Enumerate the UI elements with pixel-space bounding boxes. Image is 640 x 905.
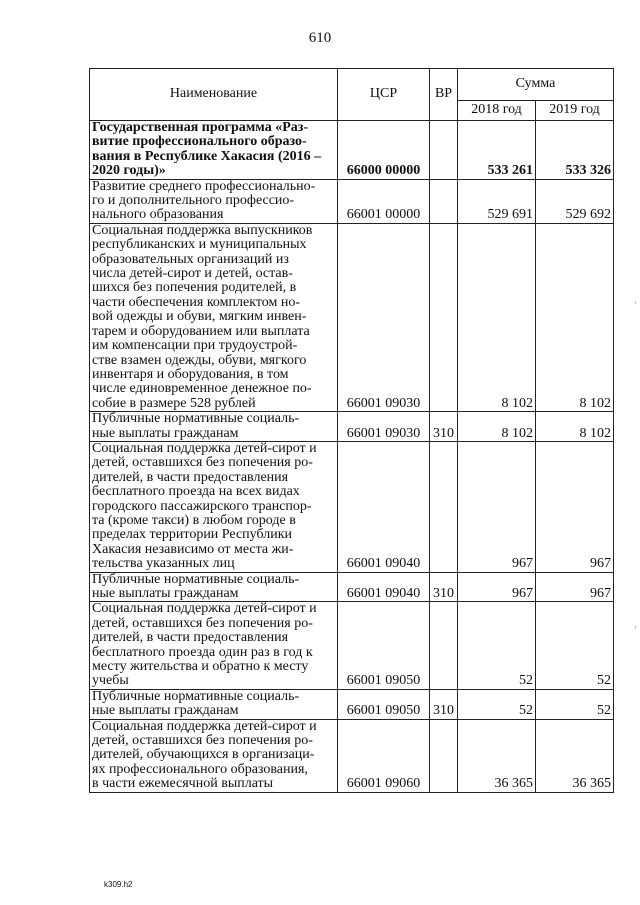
row-value-2019: 52	[536, 689, 614, 719]
margin-mark: '	[634, 300, 636, 310]
row-vr	[430, 441, 458, 572]
header-csr: ЦСР	[338, 69, 430, 121]
row-vr	[430, 602, 458, 689]
row-vr: 310	[430, 412, 458, 442]
row-csr: 66001 09030	[338, 223, 430, 411]
row-csr: 66001 09060	[338, 719, 430, 792]
footer-code: k309.h2	[104, 880, 133, 889]
row-value-2019: 967	[536, 441, 614, 572]
row-value-2019: 52	[536, 602, 614, 689]
row-vr: 310	[430, 572, 458, 602]
row-vr	[430, 223, 458, 411]
row-vr: 310	[430, 689, 458, 719]
row-value-2019: 533 326	[536, 121, 614, 180]
table-header	[90, 69, 614, 121]
table-row	[90, 572, 614, 602]
row-name: Государственная программа «Раз- витие профессионального образо- вания в Республике Хакасия (2016 – 2020 годы)»	[90, 121, 338, 180]
header-year-2018: 2018 год	[458, 101, 536, 121]
row-csr: 66001 09050	[338, 689, 430, 719]
table-row	[90, 689, 614, 719]
table-row	[90, 179, 614, 223]
row-value-2019: 8 102	[536, 412, 614, 442]
row-name: Публичные нормативные социаль- ные выплаты гражданам	[90, 572, 338, 602]
row-value-2018: 36 365	[458, 719, 536, 792]
row-value-2019: 967	[536, 572, 614, 602]
row-name: Развитие среднего профессионально- го и дополнительного профессио- нального образования	[90, 179, 338, 223]
row-value-2018: 529 691	[458, 179, 536, 223]
header-name: Наименование	[90, 69, 338, 121]
row-vr	[430, 121, 458, 180]
row-csr: 66000 00000	[338, 121, 430, 180]
row-name: Публичные нормативные социаль- ные выплаты гражданам	[90, 412, 338, 442]
header-sum: Сумма	[458, 69, 614, 101]
header-year-2019: 2019 год	[536, 101, 614, 121]
row-vr	[430, 179, 458, 223]
page-number: 610	[308, 30, 332, 46]
row-csr: 66001 09040	[338, 441, 430, 572]
margin-mark: '	[634, 625, 636, 635]
row-value-2018: 533 261	[458, 121, 536, 180]
row-value-2018: 967	[458, 441, 536, 572]
row-name: Социальная поддержка выпускников республиканских и муниципальных образовательных организаций из числа детей-сирот и детей, остав- шихся без попечения родителей, в части обеспечения комплектом но- вой одежды и обуви, мягким инвен- тарем и оборудованием или выплата им компенсации при трудоустрой- стве взамен одежды, обуви, мягкого инвентаря и оборудования, в том числе единовременное денежное по- собие в размере 528 рублей	[90, 223, 338, 411]
table-row	[90, 223, 614, 411]
row-value-2019: 529 692	[536, 179, 614, 223]
row-name: Социальная поддержка детей-сирот и детей, оставшихся без попечения ро- дителей, в части предоставления бесплатного проезда на всех видах городского пассажирского транспор- та (кроме такси) в любом городе в пределах территории Республики Хакасия независимо от места жи- тельства указанных лиц	[90, 441, 338, 572]
row-csr: 66001 09050	[338, 602, 430, 689]
row-value-2018: 52	[458, 602, 536, 689]
row-value-2019: 36 365	[536, 719, 614, 792]
row-value-2019: 8 102	[536, 223, 614, 411]
budget-table	[89, 68, 614, 793]
row-vr	[430, 719, 458, 792]
row-value-2018: 967	[458, 572, 536, 602]
row-name: Публичные нормативные социаль- ные выплаты гражданам	[90, 689, 338, 719]
table-row	[90, 719, 614, 792]
table-row	[90, 441, 614, 572]
row-value-2018: 8 102	[458, 412, 536, 442]
row-name: Социальная поддержка детей-сирот и детей, оставшихся без попечения ро- дителей, в части предоставления бесплатного проезда один раз в год к месту жительства и обратно к месту учебы	[90, 602, 338, 689]
row-name: Социальная поддержка детей-сирот и детей, оставшихся без попечения ро- дителей, обучающихся в организаци- ях профессионального образования, в части ежемесячной выплаты	[90, 719, 338, 792]
row-csr: 66001 00000	[338, 179, 430, 223]
table-row	[90, 412, 614, 442]
header-vr: ВР	[430, 69, 458, 121]
row-value-2018: 52	[458, 689, 536, 719]
row-csr: 66001 09040	[338, 572, 430, 602]
table-row	[90, 602, 614, 689]
row-value-2018: 8 102	[458, 223, 536, 411]
row-csr: 66001 09030	[338, 412, 430, 442]
table-body	[90, 121, 614, 793]
table-row	[90, 121, 614, 180]
